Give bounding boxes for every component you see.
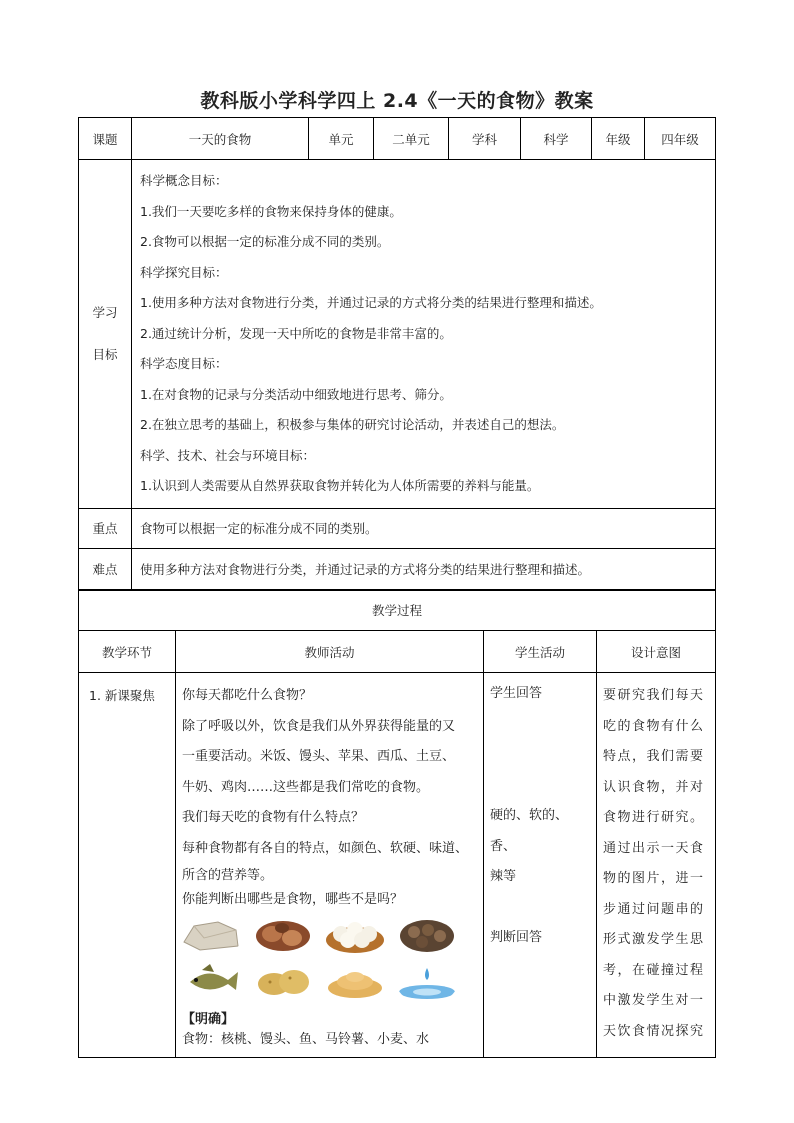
process-heading-row xyxy=(79,590,716,631)
intent-line: 认识食物，并对 xyxy=(603,779,705,795)
document-title: 教科版小学科学四上 2.4《一天的食物》教案 xyxy=(200,90,594,112)
teaching-process-table xyxy=(78,589,716,1058)
student-line: 学生回答 xyxy=(490,686,543,701)
potato-image xyxy=(252,962,314,1000)
steamed-bun-image xyxy=(324,916,386,954)
difficulty-text: 使用多种方法对食物进行分类，并通过记录的方式将分类的结果进行整理和描述。 xyxy=(132,548,716,590)
subject-label: 学科 xyxy=(449,118,521,160)
student-line: 判断回答 xyxy=(490,930,543,945)
goal-line: 科学概念目标： xyxy=(140,173,228,188)
difficulty-label: 难点 xyxy=(79,548,132,590)
student-line xyxy=(490,710,590,741)
teacher-line: 我们每天吃的食物有什么特点？ xyxy=(182,810,365,825)
unit-value: 二单元 xyxy=(374,118,449,160)
intent-line: 中激发学生对一 xyxy=(603,993,705,1008)
teacher-line: 所含的营养等。 xyxy=(182,868,274,883)
intent-line: 通过出示一天食 xyxy=(603,840,705,856)
student-line xyxy=(490,740,590,771)
intent-line: 吃的食物有什么 xyxy=(603,718,705,734)
teacher-line: 除了呼吸以外，饮食是我们从外界获得能量的又 xyxy=(182,718,456,734)
column-header: 教学环节 xyxy=(79,631,176,673)
process-columns-row xyxy=(79,631,716,673)
student-line: 硬的、软的、香、 xyxy=(490,808,569,854)
goal-line: 1.在对食物的记录与分类活动中细致地进行思考、筛分。 xyxy=(140,386,452,402)
column-header: 学生活动 xyxy=(484,631,597,673)
food-image-row-2 xyxy=(180,962,483,1000)
intent-line: 天饮食情况探究 xyxy=(603,1023,705,1039)
goal-line: 2.食物可以根据一定的标准分成不同的类别。 xyxy=(140,234,390,249)
intent-text xyxy=(597,673,715,1047)
intent-line: 食物进行研究。 xyxy=(603,810,705,825)
wheat-image xyxy=(324,962,386,1000)
student-text xyxy=(484,673,596,954)
design-intent xyxy=(597,673,716,1058)
key-point-label: 重点 xyxy=(79,508,132,548)
column-header: 设计意图 xyxy=(597,631,716,673)
intent-line: 形式激发学生思 xyxy=(603,932,705,947)
goals-content xyxy=(132,160,716,509)
stage-name: 1. 新课聚焦 xyxy=(79,673,176,1058)
topic-value: 一天的食物 xyxy=(132,118,309,160)
teacher-line: 你每天都吃什么食物？ xyxy=(182,688,313,703)
student-line xyxy=(490,771,590,802)
goal-line: 科学态度目标： xyxy=(140,356,228,371)
teacher-line: 每种食物都有各自的特点，如颜色、软硬、味道、 xyxy=(182,840,469,856)
clarify-block xyxy=(176,1002,483,1050)
process-stage-row xyxy=(79,673,716,1058)
intent-line: 步通过问题串的 xyxy=(603,901,705,917)
header-row xyxy=(79,118,716,160)
goals-label-line2: 目标 xyxy=(92,346,118,362)
intent-line: 考，在碰撞过程 xyxy=(603,962,705,978)
wood-image xyxy=(396,916,458,954)
goals-label-line1: 学习 xyxy=(92,304,118,320)
grade-label: 年级 xyxy=(592,118,645,160)
process-heading: 教学过程 xyxy=(79,590,716,631)
teacher-line: 一重要活动。米饭、馒头、苹果、西瓜、土豆、 xyxy=(182,749,456,764)
clarify-text: 食物：核桃、馒头、鱼、马铃薯、小麦、水 xyxy=(182,1032,430,1047)
goal-line: 2.通过统计分析，发现一天中所吃的食物是非常丰富的。 xyxy=(140,325,452,341)
teacher-activity xyxy=(176,673,484,1058)
unit-label: 单元 xyxy=(309,118,374,160)
intent-line: 物的图片，进一 xyxy=(603,871,705,886)
fish-image xyxy=(180,962,242,1000)
intent-line: 特点，我们需要 xyxy=(603,749,705,764)
lesson-info-table xyxy=(78,117,716,591)
key-point-text: 食物可以根据一定的标准分成不同的类别。 xyxy=(132,508,716,548)
student-line: 辣等 xyxy=(490,869,517,884)
goal-line: 科学、技术、社会与环境目标： xyxy=(140,447,316,463)
teacher-line: 你能判断出哪些是食物，哪些不是吗？ xyxy=(182,892,404,907)
water-image xyxy=(396,962,458,1000)
grade-value: 四年级 xyxy=(645,118,716,160)
goal-line: 2.在独立思考的基础上，积极参与集体的研究讨论活动，并表述自己的想法。 xyxy=(140,417,565,432)
walnut-image xyxy=(252,916,314,954)
goal-line: 科学探究目标： xyxy=(140,264,228,280)
rock-image xyxy=(180,916,242,954)
intent-line: 要研究我们每天 xyxy=(603,688,705,703)
goal-line: 1.使用多种方法对食物进行分类，并通过记录的方式将分类的结果进行整理和描述。 xyxy=(140,295,602,310)
goal-line: 1.我们一天要吃多样的食物来保持身体的健康。 xyxy=(140,203,402,219)
student-line xyxy=(490,893,590,924)
topic-label: 课题 xyxy=(79,118,132,160)
subject-value: 科学 xyxy=(521,118,592,160)
teacher-line: 牛奶、鸡肉……这些都是我们常吃的食物。 xyxy=(182,779,430,795)
column-header: 教师活动 xyxy=(176,631,484,673)
teacher-text xyxy=(176,673,483,912)
clarify-label: 【明确】 xyxy=(182,1012,235,1027)
difficulty-row xyxy=(79,548,716,590)
goals-label xyxy=(79,160,132,509)
key-point-row xyxy=(79,508,716,548)
goal-line: 1.认识到人类需要从自然界获取食物并转化为人体所需要的养料与能量。 xyxy=(140,478,540,493)
goals-row xyxy=(79,160,716,509)
food-image-row-1 xyxy=(180,916,483,954)
student-activity xyxy=(484,673,597,1058)
